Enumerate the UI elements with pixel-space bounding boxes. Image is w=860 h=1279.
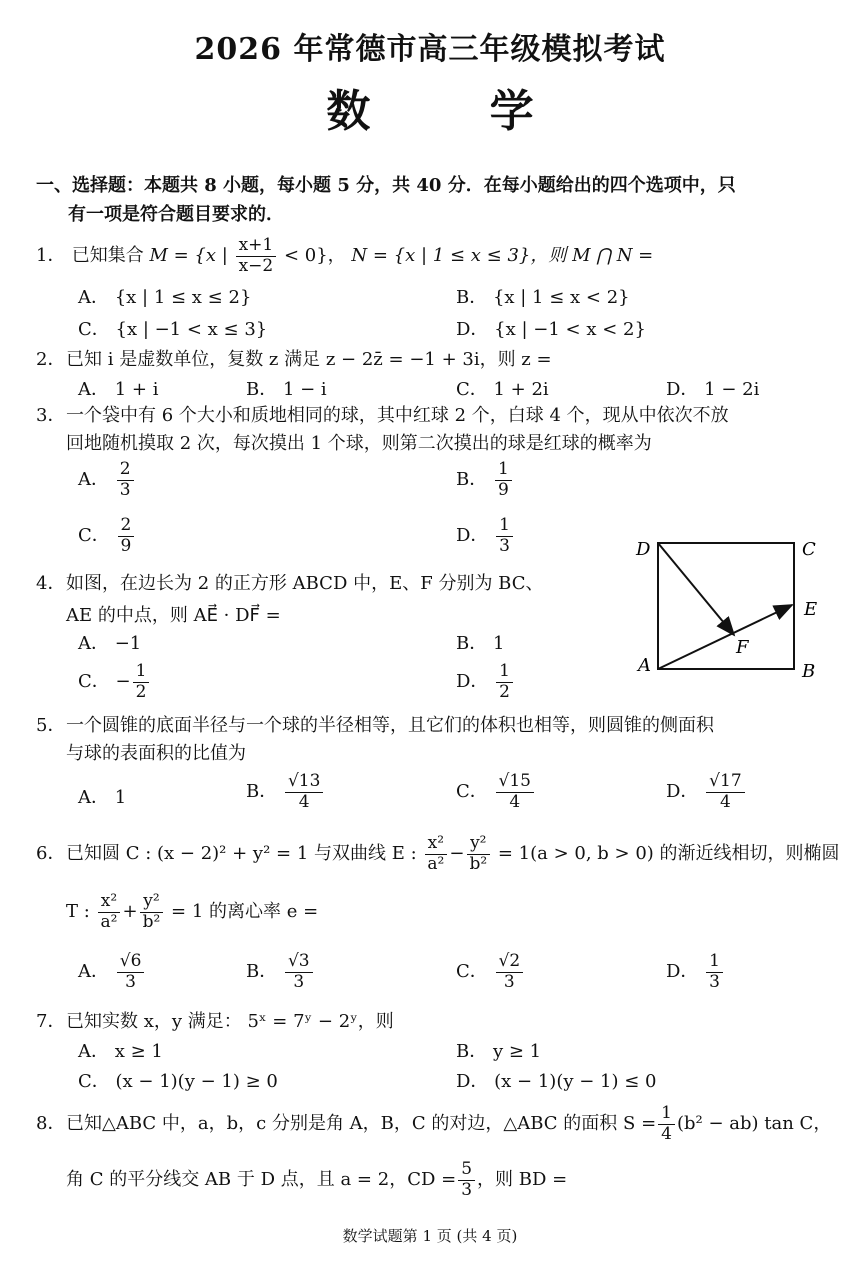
q8-area-fraction — [658, 1104, 675, 1144]
q6-option-d — [666, 952, 725, 992]
label-e: E — [804, 599, 818, 620]
square-abcd — [658, 543, 794, 669]
q1-stem — [36, 236, 653, 276]
q1-frac-denominator: x−2 — [238, 255, 274, 276]
q6-option-a-label: A． — [78, 961, 109, 983]
q3-option-b-label: B． — [456, 469, 488, 491]
page-footer: 数学试题第 1 页 (共 4 页) — [342, 1227, 518, 1245]
q2-option-d: D． 1 − 2i — [666, 379, 760, 400]
q6-option-b-den: 3 — [293, 971, 305, 992]
q6-ellipse-x-term — [98, 892, 121, 932]
q5-option-d-fraction — [706, 772, 744, 812]
q5-option-c-num: √15 — [496, 772, 534, 793]
q4-option-d-label: D． — [456, 671, 489, 693]
q4-stem-line2: AE 的中点，则 AE⃗ · DF⃗ = — [66, 605, 281, 626]
q2-stem — [36, 348, 552, 372]
q4-option-d-num: 1 — [496, 662, 513, 683]
q3-option-c-fraction — [118, 516, 135, 556]
q1-number: 1． — [36, 245, 66, 267]
q7-option-d: D． (x − 1)(y − 1) ≤ 0 — [456, 1071, 657, 1092]
q3-option-a-fraction — [117, 460, 134, 500]
q1-option-c: C． {x | −1 < x ≤ 3} — [78, 319, 268, 340]
section-heading-line2: 有一项是符合题目要求的． — [68, 203, 284, 225]
exam-title: 2026 年常德市高三年级模拟考试 — [194, 32, 666, 67]
q5-option-d-label: D． — [666, 781, 699, 803]
vector-ae — [658, 605, 792, 669]
q3-option-b — [456, 460, 514, 500]
q6-option-c-num: √2 — [496, 952, 524, 973]
q1-set-m-post: < 0}， — [283, 245, 346, 267]
q3-option-c-num: 2 — [118, 516, 135, 537]
q8-number: 8． — [36, 1113, 66, 1135]
q6-e-num2: y² — [140, 892, 162, 913]
q5-option-b-num: √13 — [285, 772, 323, 793]
q7-text: 已知实数 x，y 满足： 5ˣ = 7ʸ − 2ʸ，则 — [66, 1011, 394, 1032]
q1-frac-numerator: x+1 — [236, 236, 277, 257]
q4-option-c-label: C． − — [78, 671, 131, 693]
q5-option-d-num: √17 — [706, 772, 744, 793]
q6-stem-line2 — [66, 892, 318, 932]
q6-option-a — [78, 952, 146, 992]
q5-option-a: A． 1 — [78, 787, 127, 808]
q6-option-c-label: C． — [456, 961, 488, 983]
q3-option-d-fraction — [496, 516, 513, 556]
q3-stem-line2: 回地随机摸取 2 次，每次摸出 1 个球，则第二次摸出的球是红球的概率为 — [66, 433, 652, 454]
q1-set-n: N = {x | 1 ≤ x ≤ 3}，则 M ⋂ N = — [351, 245, 654, 267]
q6-option-c — [456, 952, 525, 992]
q5-option-b — [246, 772, 325, 812]
q8-s-num: 1 — [658, 1104, 675, 1125]
q3-option-d — [456, 516, 515, 556]
q8-text-2a: 角 C 的平分线交 AB 于 D 点，且 a = 2，CD = — [66, 1169, 457, 1191]
q6-h-num2: y² — [467, 834, 489, 855]
q5-option-d-den: 4 — [719, 791, 731, 812]
q3-option-c-den: 9 — [120, 535, 132, 556]
q3-option-d-label: D． — [456, 525, 489, 547]
section-heading — [36, 172, 836, 230]
q3-number: 3． — [36, 405, 66, 426]
q1-option-d: D． {x | −1 < x < 2} — [456, 319, 646, 340]
q3-option-a-label: A． — [78, 469, 109, 491]
q4-option-d-fraction — [496, 662, 513, 702]
label-a: A — [638, 655, 651, 676]
q3-text-1: 一个袋中有 6 个大小和质地相同的球，其中红球 2 个，白球 4 个，现从中依次不放 — [66, 405, 729, 426]
q5-stem-line2: 与球的表面积的比值为 — [66, 743, 246, 764]
q4-text-1: 如图，在边长为 2 的正方形 ABCD 中，E、F 分别为 BC、 — [66, 573, 544, 594]
q6-option-d-num: 1 — [706, 952, 723, 973]
q5-option-c-fraction — [496, 772, 534, 812]
q4-option-d-den: 2 — [499, 681, 510, 702]
q5-option-c — [456, 772, 536, 812]
q8-text-1b: (b² − ab) tan C， — [676, 1113, 832, 1135]
q8-cd-fraction — [458, 1160, 475, 1200]
q6-option-c-den: 3 — [503, 971, 515, 992]
q6-h-num1: x² — [425, 834, 447, 855]
q7-option-c: C． (x − 1)(y − 1) ≥ 0 — [78, 1071, 278, 1092]
q6-option-b — [246, 952, 315, 992]
q4-option-c-fraction — [133, 662, 150, 702]
q8-stem-line1 — [36, 1104, 831, 1144]
q2-option-c: C． 1 + 2i — [456, 379, 549, 400]
q3-option-a — [78, 460, 136, 500]
q4-option-c — [78, 662, 151, 702]
label-d: D — [636, 539, 651, 560]
q5-stem-line1 — [36, 714, 714, 738]
q6-h-den1: a² — [427, 853, 445, 874]
q6-option-a-fraction — [117, 952, 145, 992]
q1-option-b: B． {x | 1 ≤ x < 2} — [456, 287, 630, 308]
q4-stem-line1 — [36, 572, 544, 596]
q6-text-1a: 已知圆 C : (x − 2)² + y² = 1 与双曲线 E : — [66, 843, 417, 865]
q8-text-2b: ，则 BD = — [477, 1169, 568, 1191]
q4-option-a: A． −1 — [78, 633, 142, 654]
q4-number: 4． — [36, 573, 66, 594]
q2-option-a: A． 1 + i — [78, 379, 159, 400]
q6-option-a-den: 3 — [125, 971, 136, 992]
vector-df — [658, 543, 734, 635]
q8-cd-num: 5 — [458, 1160, 475, 1181]
q6-text-2b: = 1 的离心率 e = — [171, 901, 319, 923]
q7-stem — [36, 1010, 394, 1034]
q3-option-c-label: C． — [78, 525, 110, 547]
q1-fraction — [236, 236, 277, 276]
q3-option-d-den: 3 — [499, 535, 510, 556]
q6-option-c-fraction — [496, 952, 524, 992]
q3-option-c — [78, 516, 136, 556]
q7-option-b: B． y ≥ 1 — [456, 1041, 542, 1062]
q6-ellipse-y-term — [140, 892, 164, 932]
q5-option-b-label: B． — [246, 781, 278, 803]
q6-h-minus: − — [449, 843, 465, 865]
q5-option-c-den: 4 — [509, 791, 521, 812]
q5-number: 5． — [36, 715, 66, 736]
q8-s-den: 4 — [661, 1123, 672, 1144]
label-b: B — [802, 661, 816, 682]
q6-option-b-label: B． — [246, 961, 278, 983]
q2-text: 已知 i 是虚数单位，复数 z 满足 z − 2z̄ = −1 + 3i，则 z = — [66, 349, 552, 370]
q6-text-1b: = 1(a > 0, b > 0) 的渐近线相切，则椭圆 — [497, 843, 840, 865]
q1-option-a: A． {x | 1 ≤ x ≤ 2} — [78, 287, 252, 308]
q3-option-d-num: 1 — [496, 516, 513, 537]
q5-option-c-label: C． — [456, 781, 488, 803]
q5-text-1: 一个圆锥的底面半径与一个球的半径相等，且它们的体积也相等，则圆锥的侧面积 — [66, 715, 714, 736]
q3-stem-line1 — [36, 404, 729, 428]
q6-option-d-den: 3 — [709, 971, 720, 992]
q1-set-m-pre: M = {x | — [149, 245, 228, 267]
q4-option-c-num: 1 — [133, 662, 150, 683]
section-heading-line1: 一、选择题：本题共 8 小题，每小题 5 分，共 40 分．在每小题给出的四个选项中，只 — [36, 175, 736, 196]
q2-number: 2． — [36, 349, 66, 370]
q6-e-plus: + — [122, 901, 138, 923]
q6-stem-line1 — [36, 834, 840, 874]
q3-option-a-num: 2 — [117, 460, 134, 481]
q4-option-c-den: 2 — [135, 681, 147, 702]
q6-hyperbola-x-term — [424, 834, 447, 874]
q6-option-b-num: √3 — [285, 952, 313, 973]
q6-h-den2: b² — [469, 853, 488, 874]
q6-e-den2: b² — [142, 911, 161, 932]
q3-option-b-den: 9 — [497, 479, 509, 500]
q6-option-d-fraction — [706, 952, 723, 992]
q4-option-d — [456, 662, 515, 702]
q3-option-b-num: 1 — [495, 460, 512, 481]
q4-option-b: B． 1 — [456, 633, 505, 654]
q5-option-d — [666, 772, 747, 812]
q2-option-b: B． 1 − i — [246, 379, 327, 400]
q4-square-figure — [630, 535, 830, 685]
q6-hyperbola-y-term — [466, 834, 490, 874]
q6-e-num1: x² — [98, 892, 120, 913]
q8-cd-den: 3 — [461, 1179, 473, 1200]
q6-option-d-label: D． — [666, 961, 699, 983]
q5-option-b-fraction — [285, 772, 323, 812]
q8-text-1a: 已知△ABC 中，a，b，c 分别是角 A，B，C 的对边，△ABC 的面积 S = — [66, 1113, 657, 1135]
q5-option-b-den: 4 — [298, 791, 310, 812]
q8-stem-line2 — [66, 1160, 567, 1200]
q6-option-a-num: √6 — [117, 952, 145, 973]
q3-option-b-fraction — [495, 460, 512, 500]
subject-title: 数 学 — [326, 86, 586, 137]
label-c: C — [802, 539, 816, 560]
q6-option-b-fraction — [285, 952, 313, 992]
q3-option-a-den: 3 — [119, 479, 131, 500]
q6-text-2a: T : — [66, 901, 90, 923]
q6-number: 6． — [36, 843, 66, 865]
q1-text-a: 已知集合 — [71, 245, 144, 267]
label-f: F — [736, 637, 749, 658]
q7-number: 7． — [36, 1011, 66, 1032]
q7-option-a: A． x ≥ 1 — [78, 1041, 163, 1062]
q6-e-den1: a² — [100, 911, 118, 932]
